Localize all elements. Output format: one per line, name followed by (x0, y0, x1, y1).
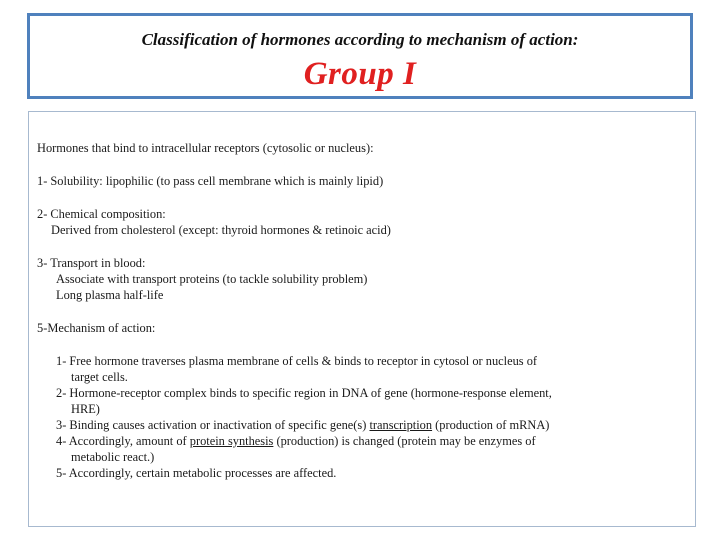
transcription-term: transcription (369, 418, 433, 432)
mechanism-step-1: 1- Free hormone traverses plasma membrane of cells & binds to receptor in cytosol or nucleus of (56, 354, 538, 368)
mechanism-step-4 (56, 433, 687, 449)
mechanism-step-2-cont: HRE) (71, 402, 100, 416)
title-box (27, 13, 693, 99)
mechanism-step-3-post: (production of mRNA) (432, 418, 550, 432)
item-transport-heading: 3- Transport in blood: (37, 256, 146, 270)
mechanism-step-3 (56, 417, 687, 433)
mechanism-list (37, 353, 687, 481)
mechanism-step-4-pre: 4- Accordingly, amount of (56, 434, 190, 448)
protein-synthesis-term: protein synthesis (189, 434, 274, 448)
item-transport-detail-1: Associate with transport proteins (to tackle solubility problem) (56, 272, 368, 286)
mechanism-step-2: 2- Hormone-receptor complex binds to specific region in DNA of gene (hormone-response element, (56, 386, 552, 400)
item-mechanism-heading: 5-Mechanism of action: (37, 321, 156, 335)
slide-subtitle: Classification of hormones according to mechanism of action: (141, 30, 579, 49)
mechanism-step-4-post: (production) is changed (protein may be enzymes of (273, 434, 536, 448)
item-chemical-composition-detail: Derived from cholesterol (except: thyroid hormones & retinoic acid) (51, 223, 391, 237)
content-body (37, 140, 687, 481)
intro-text: Hormones that bind to intracellular receptors (cytosolic or nucleus): (37, 141, 374, 155)
mechanism-step-1-cont: target cells. (71, 370, 128, 384)
item-chemical-composition-heading: 2- Chemical composition: (37, 207, 166, 221)
slide-title: Group I (303, 56, 417, 92)
mechanism-step-3-pre: 3- Binding causes activation or inactivation of specific gene(s) (56, 418, 370, 432)
item-solubility: 1- Solubility: lipophilic (to pass cell membrane which is mainly lipid) (37, 174, 384, 188)
item-transport-detail-2: Long plasma half-life (56, 288, 164, 302)
mechanism-step-4-cont: metabolic react.) (71, 450, 155, 464)
mechanism-step-5: 5- Accordingly, certain metabolic processes are affected. (56, 466, 337, 480)
content-box (28, 111, 696, 527)
